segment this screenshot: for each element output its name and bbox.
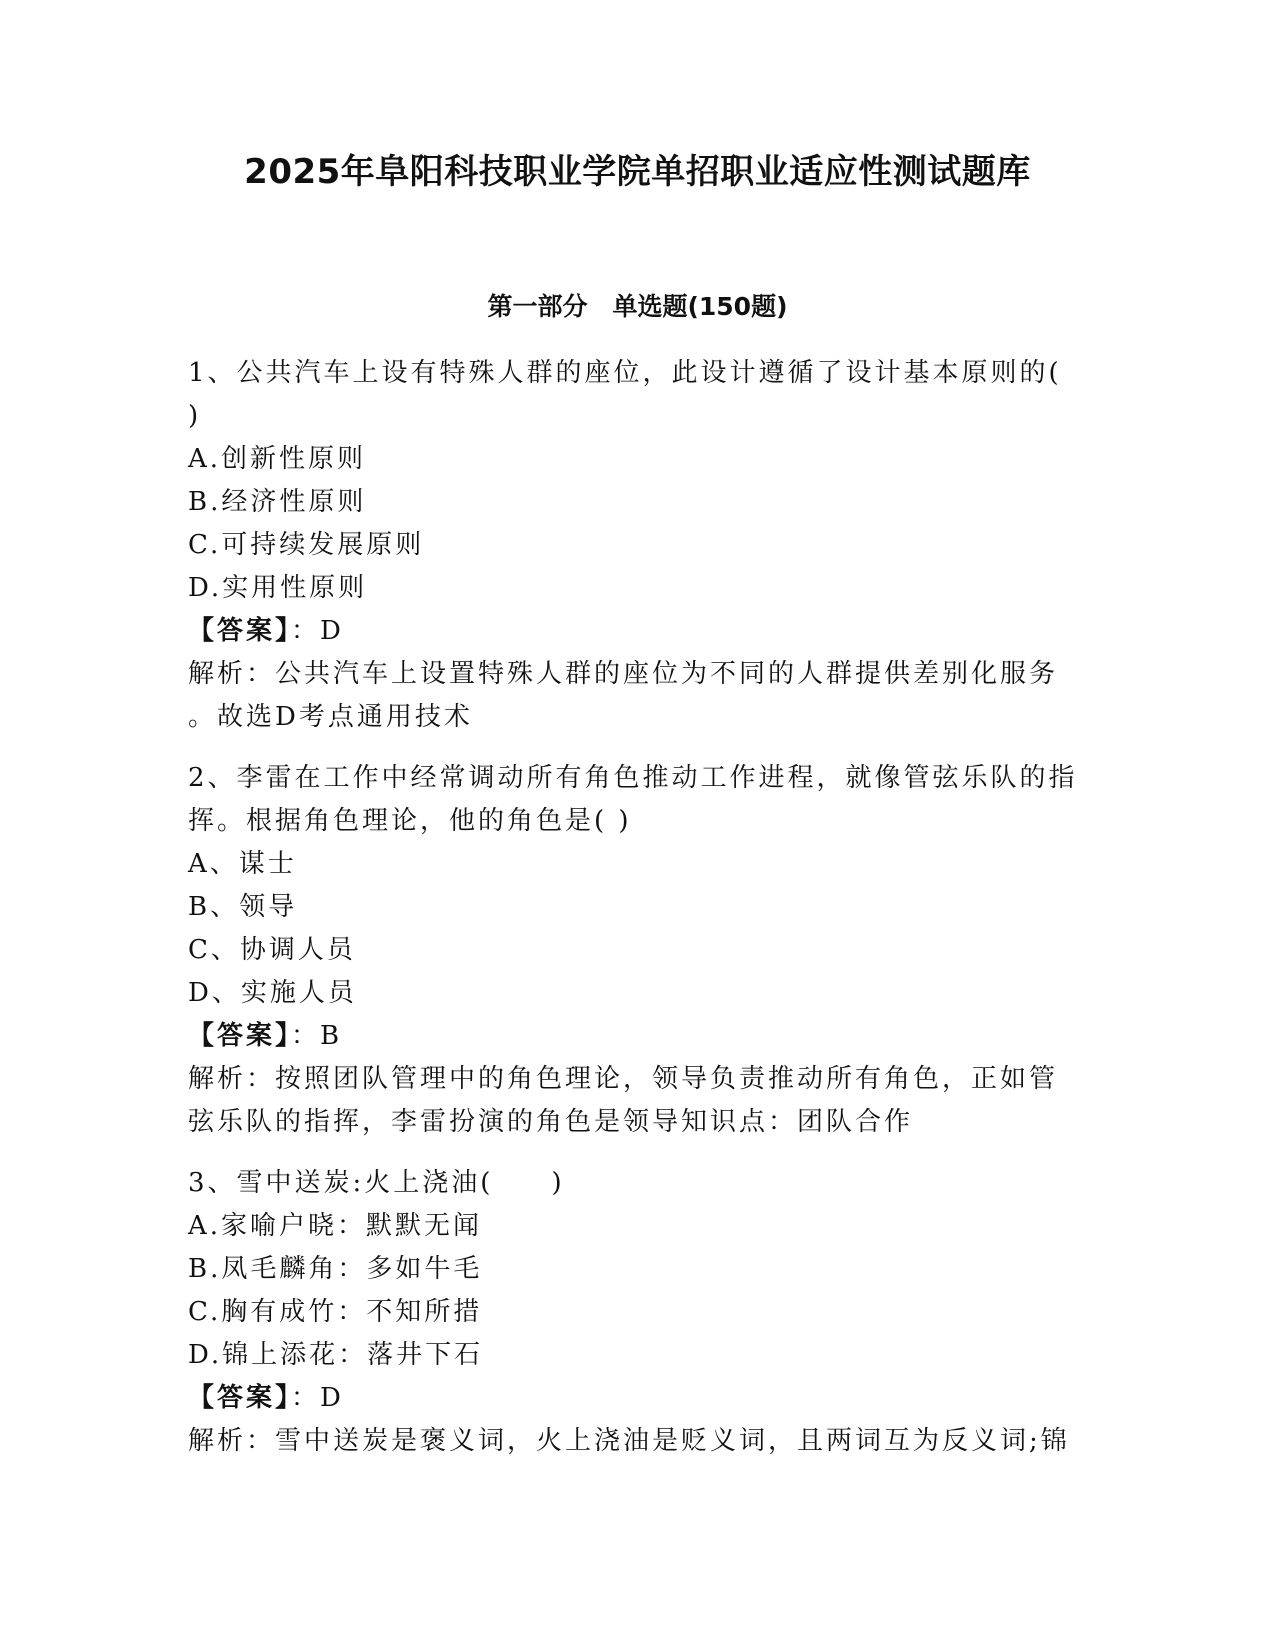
explanation-continued: 。故选D考点通用技术 [188, 702, 473, 732]
explanation: 解析：按照团队管理中的角色理论，领导负责推动所有角色，正如管 [188, 1064, 1059, 1094]
option-c: C、协调人员 [188, 935, 356, 965]
option-d: D、实施人员 [188, 978, 357, 1008]
answer-line [188, 1015, 1078, 1058]
question-stem: 2、李雷在工作中经常调动所有角色推动工作进程，就像管弦乐队的指 [188, 763, 1078, 793]
answer-label: 【答案】 [188, 1383, 292, 1413]
option-b: B、领导 [188, 892, 298, 922]
option-d: D.实用性原则 [188, 573, 368, 603]
question-stem-continued: 挥。根据角色理论，他的角色是( ) [188, 806, 632, 836]
option-c: C.可持续发展原则 [188, 530, 425, 560]
option-a: A.创新性原则 [188, 444, 367, 474]
section-title: 第一部分 单选题(150题) [487, 292, 788, 321]
option-a: A.家喻户晓：默默无闻 [188, 1211, 483, 1241]
answer-label: 【答案】 [188, 616, 292, 646]
question-2 [188, 757, 1078, 1144]
answer-value: ：B [291, 1021, 343, 1051]
question-3 [188, 1162, 1078, 1463]
answer-line [188, 1377, 1078, 1420]
question-list [188, 352, 1078, 1481]
answer-value: ：D [291, 616, 344, 646]
option-b: B.经济性原则 [188, 487, 367, 517]
answer-label: 【答案】 [188, 1021, 292, 1051]
option-d: D.锦上添花：落井下石 [188, 1340, 484, 1370]
document-title: 2025年阜阳科技职业学院单招职业适应性测试题库 [244, 152, 1031, 192]
option-c: C.胸有成竹：不知所措 [188, 1297, 483, 1327]
option-b: B.凤毛麟角：多如牛毛 [188, 1254, 483, 1284]
option-a: A、谋士 [188, 849, 297, 879]
question-stem-continued: ) [188, 401, 202, 431]
explanation: 解析：公共汽车上设置特殊人群的座位为不同的人群提供差别化服务 [188, 659, 1059, 689]
explanation-continued: 弦乐队的指挥，李雷扮演的角色是领导知识点：团队合作 [188, 1107, 914, 1137]
explanation: 解析：雪中送炭是褒义词，火上浇油是贬义词，且两词互为反义词;锦 [188, 1426, 1070, 1456]
answer-value: ：D [291, 1383, 344, 1413]
answer-line [188, 610, 1078, 653]
question-stem: 1、公共汽车上设有特殊人群的座位，此设计遵循了设计基本原则的( [188, 358, 1062, 388]
question-stem: 3、雪中送炭:火上浇油( ) [188, 1168, 565, 1198]
question-1 [188, 352, 1078, 739]
